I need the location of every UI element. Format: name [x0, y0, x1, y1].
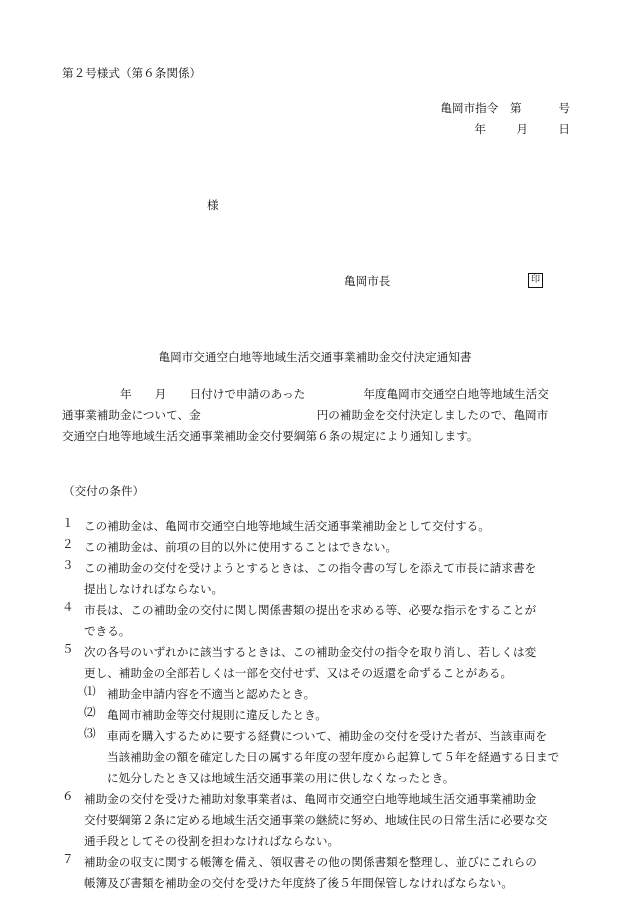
condition-text: この補助金は、亀岡市交通空白地等地域生活交通事業補助金として交付する。 — [84, 519, 490, 533]
condition-subitem — [62, 726, 576, 789]
condition-number: ６ — [62, 789, 74, 803]
condition-item — [62, 516, 576, 537]
issuer-title: 亀岡市長 — [344, 274, 391, 288]
condition-number: ４ — [62, 600, 74, 614]
condition-number: ２ — [62, 537, 74, 551]
conditions-heading: （交付の条件） — [63, 484, 145, 498]
body-line: 年 月 日付けで申請のあった 年度亀岡市交通空白地等地域生活交 — [62, 387, 549, 401]
document-title: 亀岡市交通空白地等地域生活交通事業補助金交付決定通知書 — [158, 350, 472, 364]
condition-text: できる。 — [84, 624, 131, 638]
condition-text: この補助金の交付を受けようとするときは、この指令書の写しを添えて市長に請求書を — [84, 561, 537, 575]
condition-text: 更し、補助金の全部若しくは一部を交付せず、又はその返還を命ずることがある。 — [84, 666, 513, 680]
condition-item — [62, 558, 576, 600]
addressee-honorific: 様 — [207, 198, 219, 212]
conditions-list — [62, 516, 576, 894]
date-month: 月 — [516, 122, 528, 136]
condition-text: 提出しなければならない。 — [84, 582, 224, 596]
condition-number: １ — [62, 516, 74, 530]
form-number: 第２号様式（第６条関係） — [62, 66, 202, 80]
notice-body — [62, 384, 572, 447]
condition-subitem — [62, 705, 576, 726]
reference-suffix: 号 — [558, 101, 570, 115]
condition-text: 市長は、この補助金の交付に関し関係書類の提出を求める等、必要な指示をすることが — [84, 603, 537, 617]
subitem-number: ⑴ — [84, 684, 96, 698]
subitem-text: に処分したとき又は地域生活交通事業の用に供しなくなったとき。 — [107, 771, 455, 785]
condition-text: 交付要綱第２条に定める地域生活交通事業の継続に努め、地域住民の日常生活に必要な交 — [84, 813, 548, 827]
condition-item — [62, 642, 576, 684]
date-day: 日 — [558, 122, 570, 136]
condition-number: ３ — [62, 558, 74, 572]
condition-text: 補助金の交付を受けた補助対象事業者は、亀岡市交通空白地等地域生活交通事業補助金 — [84, 792, 537, 806]
date-year: 年 — [474, 122, 486, 136]
condition-text: 帳簿及び書類を補助金の交付を受けた年度終了後５年間保管しなければならない。 — [84, 876, 513, 890]
condition-item — [62, 600, 576, 642]
body-line: 交通空白地等地域生活交通事業補助金交付要綱第６条の規定により通知します。 — [62, 429, 479, 443]
condition-text: 通手段としてその役割を担わなければならない。 — [84, 834, 340, 848]
condition-subitem — [62, 684, 576, 705]
subitem-number: ⑶ — [84, 726, 96, 740]
seal-mark: 印 — [528, 273, 543, 288]
condition-item — [62, 537, 576, 558]
condition-text: この補助金は、前項の目的以外に使用することはできない。 — [84, 540, 398, 554]
issue-date — [444, 122, 570, 138]
condition-text: 次の各号のいずれかに該当するときは、この補助金交付の指令を取り消し、若しくは変 — [84, 645, 537, 659]
condition-number: ７ — [62, 852, 74, 866]
body-line: 通事業補助金について、金 円の補助金を交付決定しましたので、亀岡市 — [62, 408, 549, 422]
condition-text: 補助金の収支に関する帳簿を備え、領収書その他の関係書類を整理し、並びにこれらの — [84, 855, 537, 869]
condition-item — [62, 852, 576, 894]
subitem-text: 車両を購入するために要する経費について、補助金の交付を受けた者が、当該車両を — [107, 729, 548, 743]
reference-number — [440, 101, 570, 117]
subitem-text: 当該補助金の額を確定した日の属する年度の翌年度から起算して５年を経過する日まで — [107, 750, 560, 764]
condition-item — [62, 789, 576, 852]
subitem-text: 亀岡市補助金等交付規則に違反したとき。 — [107, 708, 327, 722]
subitem-text: 補助金申請内容を不適当と認めたとき。 — [107, 687, 316, 701]
condition-number: ５ — [62, 642, 74, 656]
reference-label: 亀岡市指令 第 — [440, 101, 522, 115]
subitem-number: ⑵ — [84, 705, 96, 719]
